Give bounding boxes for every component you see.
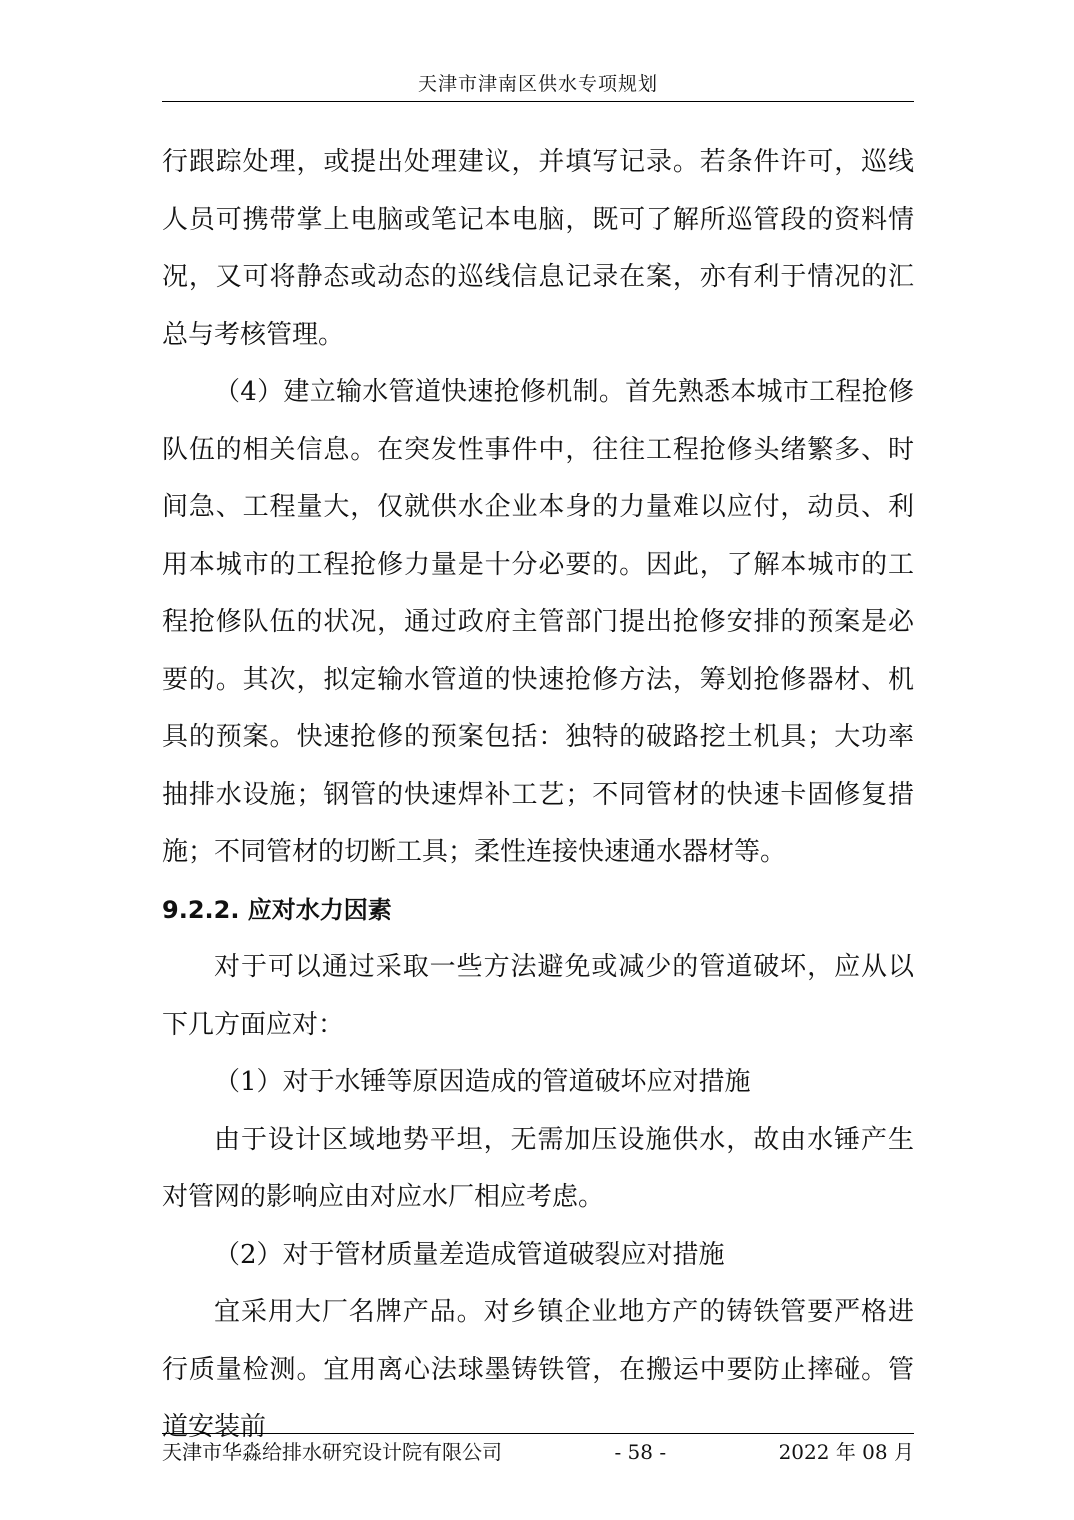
- subheading-pipe-quality: （2）对于管材质量差造成管道破裂应对措施: [214, 1239, 725, 1270]
- document-body: [162, 134, 914, 1457]
- section-heading: 9.2.2. 应对水力因素: [162, 895, 392, 924]
- paragraph-water-hammer: 由于设计区域地势平坦，无需加压设施供水，故由水锤产生对管网的影响应由对应水厂相应考虑。: [162, 1124, 914, 1212]
- page-footer: [162, 1439, 914, 1465]
- paragraph-continued: 行跟踪处理，或提出处理建议，并填写记录。若条件许可，巡线人员可携带掌上电脑或笔记本电脑，既可了解所巡管段的资料情况，又可将静态或动态的巡线信息记录在案，亦有利于情况的汇总与考核管理。: [162, 147, 914, 350]
- footer-page-number: - 58 -: [614, 1440, 667, 1464]
- footer-date: 2022 年 08 月: [778, 1440, 914, 1464]
- paragraph-rapid-repair: （4）建立输水管道快速抢修机制。首先熟悉本城市工程抢修队伍的相关信息。在突发性事件中，往往工程抢修头绪繁多、时间急、工程量大，仅就供水企业本身的力量难以应付，动员、利用本城市的工程抢修力量是十分必要的。因此，了解本城市的工程抢修队伍的状况，通过政府主管部门提出抢修安排的预案是必要的。其次，拟定输水管道的快速抢修方法，筹划抢修器材、机具的预案。快速抢修的预案包括：独特的破路挖土机具；大功率抽排水设施；钢管的快速焊补工艺；不同管材的快速卡固修复措施；不同管材的切断工具；柔性连接快速通水器材等。: [162, 377, 914, 867]
- paragraph-pipe-quality: 宜采用大厂名牌产品。对乡镇企业地方产的铸铁管要严格进行质量检测。宜用离心法球墨铸铁管，在搬运中要防止摔碰。管道安装前: [162, 1297, 914, 1442]
- header-divider: [162, 101, 914, 102]
- subheading-water-hammer: （1）对于水锤等原因造成的管道破坏应对措施: [214, 1067, 751, 1097]
- paragraph-intro: 对于可以通过采取一些方法避免或减少的管道破坏，应从以下几方面应对：: [162, 952, 914, 1040]
- page-header-title: 天津市津南区供水专项规划: [417, 73, 658, 95]
- footer-company: 天津市华淼给排水研究设计院有限公司: [162, 1440, 502, 1464]
- footer-divider: [162, 1433, 914, 1434]
